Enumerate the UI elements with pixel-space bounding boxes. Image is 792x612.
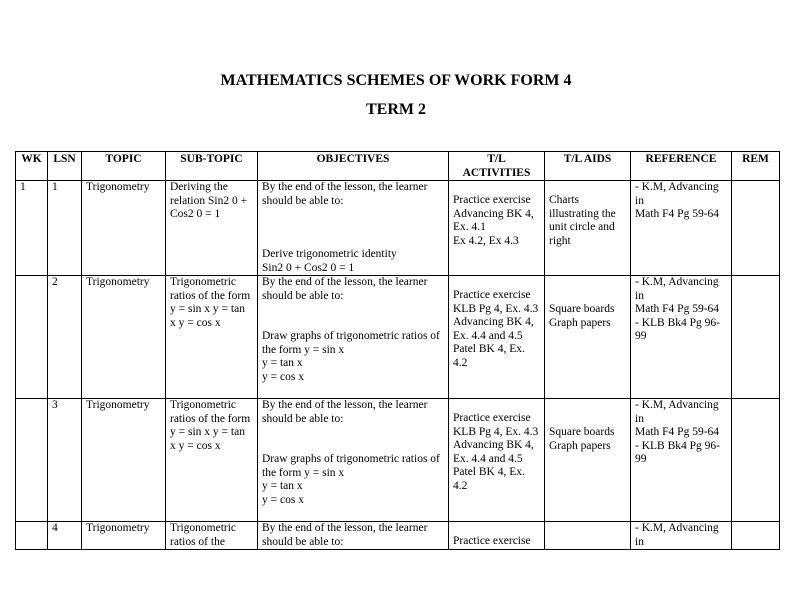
cell-topic: Trigonometry — [82, 522, 166, 550]
cell-topic: Trigonometry — [82, 181, 166, 276]
objective-line: the form y = sin x — [262, 466, 345, 479]
objective-line: y = cos x — [262, 370, 304, 383]
reference-line: Math F4 Pg 59-64 — [635, 208, 720, 220]
reference-line: - K.M, Advancing in — [635, 181, 719, 207]
table-row — [16, 276, 780, 399]
cell-wk — [16, 276, 48, 399]
cell-rem — [732, 276, 780, 399]
document-subtitle: TERM 2 — [366, 101, 426, 118]
reference-line: - KLB Bk4 Pg 96-99 — [635, 316, 720, 342]
cell-reference — [631, 181, 732, 276]
reference-line: Math F4 Pg 59-64 — [635, 303, 720, 315]
table-row — [16, 522, 780, 550]
aids-text: Square boards Graph papers — [549, 426, 615, 452]
activity-line: Patel BK 4, Ex. 4.2 — [453, 466, 525, 492]
cell-rem — [732, 399, 780, 522]
reference-line: Math F4 Pg 59-64 — [635, 426, 720, 438]
cell-wk — [16, 399, 48, 522]
header-topic: TOPIC — [82, 152, 166, 181]
cell-rem — [732, 522, 780, 550]
reference-line: - K.M, Advancing in — [635, 522, 719, 548]
cell-lsn: 1 — [48, 181, 82, 276]
cell-subtopic: Trigonometric ratios of the form y = sin x y = tan x y = cos x — [166, 399, 258, 522]
cell-lsn: 2 — [48, 276, 82, 399]
cell-lsn: 3 — [48, 399, 82, 522]
header-aids: T/L AIDS — [545, 152, 631, 181]
cell-reference — [631, 522, 732, 550]
cell-objectives — [258, 522, 449, 550]
cell-aids — [545, 522, 631, 550]
activity-line: Ex 4.2, Ex 4.3 — [453, 234, 519, 247]
cell-wk — [16, 522, 48, 550]
objective-line: y = cos x — [262, 493, 304, 506]
table-row — [16, 399, 780, 522]
cell-topic: Trigonometry — [82, 276, 166, 399]
objectives-intro: By the end of the lesson, the learner should be able to: — [262, 522, 428, 548]
activity-line: KLB Pg 4, Ex. 4.3 — [453, 302, 539, 315]
header-objectives: OBJECTIVES — [258, 152, 449, 181]
objective-line: Draw graphs of trigonometric ratios of — [262, 330, 440, 342]
cell-subtopic: Trigonometric ratios of the — [166, 522, 258, 550]
header-lsn: LSN — [48, 152, 82, 181]
reference-line: - K.M, Advancing in — [635, 399, 719, 425]
activity-line: KLB Pg 4, Ex. 4.3 — [453, 425, 539, 438]
cell-aids — [545, 181, 631, 276]
cell-topic: Trigonometry — [82, 399, 166, 522]
cell-objectives — [258, 181, 449, 276]
reference-line: - KLB Bk4 Pg 96-99 — [635, 439, 720, 465]
objective-line: y = tan x — [262, 480, 303, 492]
activity-line: Practice exercise — [453, 412, 531, 424]
objective-line: the form y = sin x — [262, 343, 345, 356]
cell-reference — [631, 276, 732, 399]
cell-activities — [449, 181, 545, 276]
cell-wk: 1 — [16, 181, 48, 276]
activity-line: Practice exercise — [453, 535, 531, 547]
document-title: MATHEMATICS SCHEMES OF WORK FORM 4 — [220, 72, 572, 89]
objective-line: Draw graphs of trigonometric ratios of — [262, 453, 440, 465]
activity-line: Advancing BK 4, Ex. 4.4 and 4.5 — [453, 316, 534, 342]
aids-text: Charts illustrating the unit circle and right — [549, 194, 616, 247]
activity-line: Practice exercise — [453, 194, 531, 206]
reference-line: - K.M, Advancing in — [635, 276, 719, 302]
cell-objectives — [258, 399, 449, 522]
objective-line: y = tan x — [262, 357, 303, 369]
cell-subtopic: Deriving the relation Sin2 0 + Cos2 0 = 1 — [166, 181, 258, 276]
cell-subtopic: Trigonometric ratios of the form y = sin x y = tan x y = cos x — [166, 276, 258, 399]
header-subtopic: SUB-TOPIC — [166, 152, 258, 181]
header-row — [16, 152, 780, 181]
header-activities: T/L ACTIVITIES — [449, 152, 545, 181]
activity-line: Advancing BK 4, Ex. 4.1 — [453, 207, 534, 233]
objective-line: Sin2 0 + Cos2 0 = 1 — [262, 261, 355, 274]
header-rem: REM — [732, 152, 780, 181]
objectives-intro: By the end of the lesson, the learner should be able to: — [262, 181, 428, 207]
objectives-intro: By the end of the lesson, the learner should be able to: — [262, 276, 428, 302]
activity-line: Advancing BK 4, Ex. 4.4 and 4.5 — [453, 439, 534, 465]
activity-line: Patel BK 4, Ex. 4.2 — [453, 343, 525, 369]
cell-activities — [449, 522, 545, 550]
activity-line: Practice exercise — [453, 289, 531, 301]
header-wk: WK — [16, 152, 48, 181]
cell-lsn: 4 — [48, 522, 82, 550]
cell-objectives — [258, 276, 449, 399]
cell-reference — [631, 399, 732, 522]
header-reference: REFERENCE — [631, 152, 732, 181]
objective-line: Derive trigonometric identity — [262, 248, 397, 260]
aids-text: Square boards Graph papers — [549, 303, 615, 329]
cell-activities — [449, 399, 545, 522]
scheme-table — [15, 151, 780, 550]
cell-aids — [545, 276, 631, 399]
cell-activities — [449, 276, 545, 399]
cell-aids — [545, 399, 631, 522]
cell-rem — [732, 181, 780, 276]
objectives-intro: By the end of the lesson, the learner should be able to: — [262, 399, 428, 425]
table-row — [16, 181, 780, 276]
